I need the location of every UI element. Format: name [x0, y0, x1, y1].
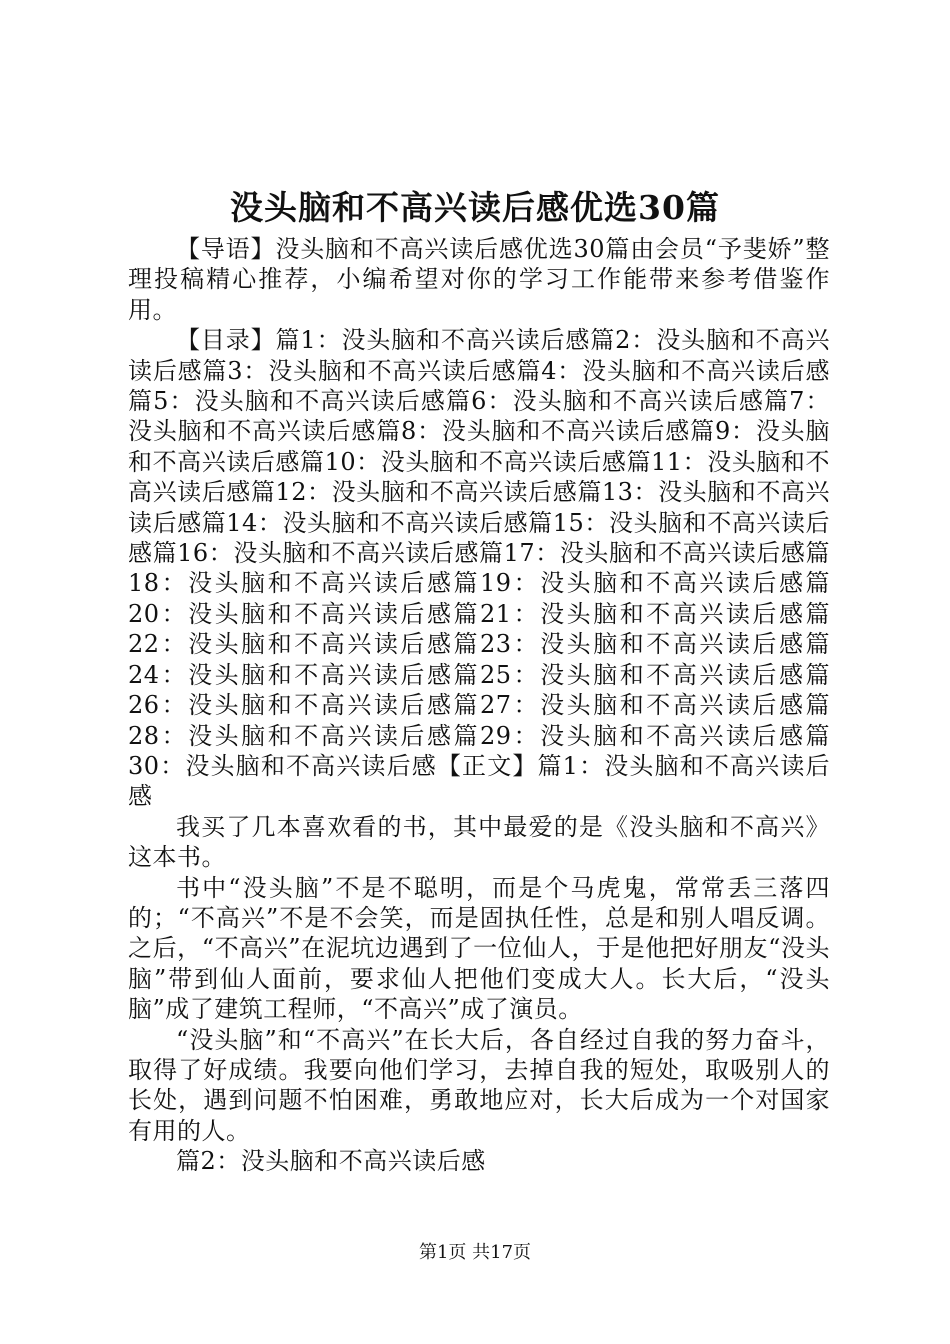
- section-heading: 篇2：没头脑和不高兴读后感: [176, 1147, 486, 1176]
- intro-paragraph: 【导语】没头脑和不高兴读后感优选30篇由会员“予斐娇”整理投稿精心推荐，小编希望对你的学习工作能带来参考借鉴作用。: [128, 235, 830, 324]
- document-title: 没头脑和不高兴读后感优选30篇: [230, 188, 720, 227]
- body-paragraph: 书中“没头脑”不是不聪明，而是个马虎鬼，常常丢三落四的；“不高兴”不是不会笑，而是固执任性，总是和别人唱反调。之后，“不高兴”在泥坑边遇到了一位仙人，于是他把好朋友“没头脑”带到仙人面前，要求仙人把他们变成大人。长大后，“没头脑”成了建筑工程师，“不高兴”成了演员。: [128, 873, 830, 1024]
- table-of-contents-paragraph: 【目录】篇1：没头脑和不高兴读后感篇2：没头脑和不高兴读后感篇3：没头脑和不高兴读后感篇4：没头脑和不高兴读后感篇5：没头脑和不高兴读后感篇6：没头脑和不高兴读后感篇7：没头脑和不高兴读后感篇8：没头脑和不高兴读后感篇9：没头脑和不高兴读后感篇10：没头脑和不高兴读后感篇11：没头脑和不高兴读后感篇12：没头脑和不高兴读后感篇13：没头脑和不高兴读后感篇14：没头脑和不高兴读后感篇15：没头脑和不高兴读后感篇16：没头脑和不高兴读后感篇17：没头脑和不高兴读后感篇18：没头脑和不高兴读后感篇19：没头脑和不高兴读后感篇20：没头脑和不高兴读后感篇21：没头脑和不高兴读后感篇22：没头脑和不高兴读后感篇23：没头脑和不高兴读后感篇24：没头脑和不高兴读后感篇25：没头脑和不高兴读后感篇26：没头脑和不高兴读后感篇27：没头脑和不高兴读后感篇28：没头脑和不高兴读后感篇29：没头脑和不高兴读后感篇30：没头脑和不高兴读后感【正文】篇1：没头脑和不高兴读后感: [128, 326, 830, 811]
- body-paragraph: 我买了几本喜欢看的书，其中最爱的是《没头脑和不高兴》这本书。: [128, 812, 830, 872]
- page-footer: 第1页 共17页: [418, 1242, 532, 1263]
- body-paragraph: “没头脑”和“不高兴”在长大后，各自经过自我的努力奋斗，取得了好成绩。我要向他们学习，去掉自我的短处，取吸别人的长处，遇到问题不怕困难，勇敢地应对，长大后成为一个对国家有用的人。: [128, 1025, 830, 1145]
- document-body: [128, 234, 830, 1177]
